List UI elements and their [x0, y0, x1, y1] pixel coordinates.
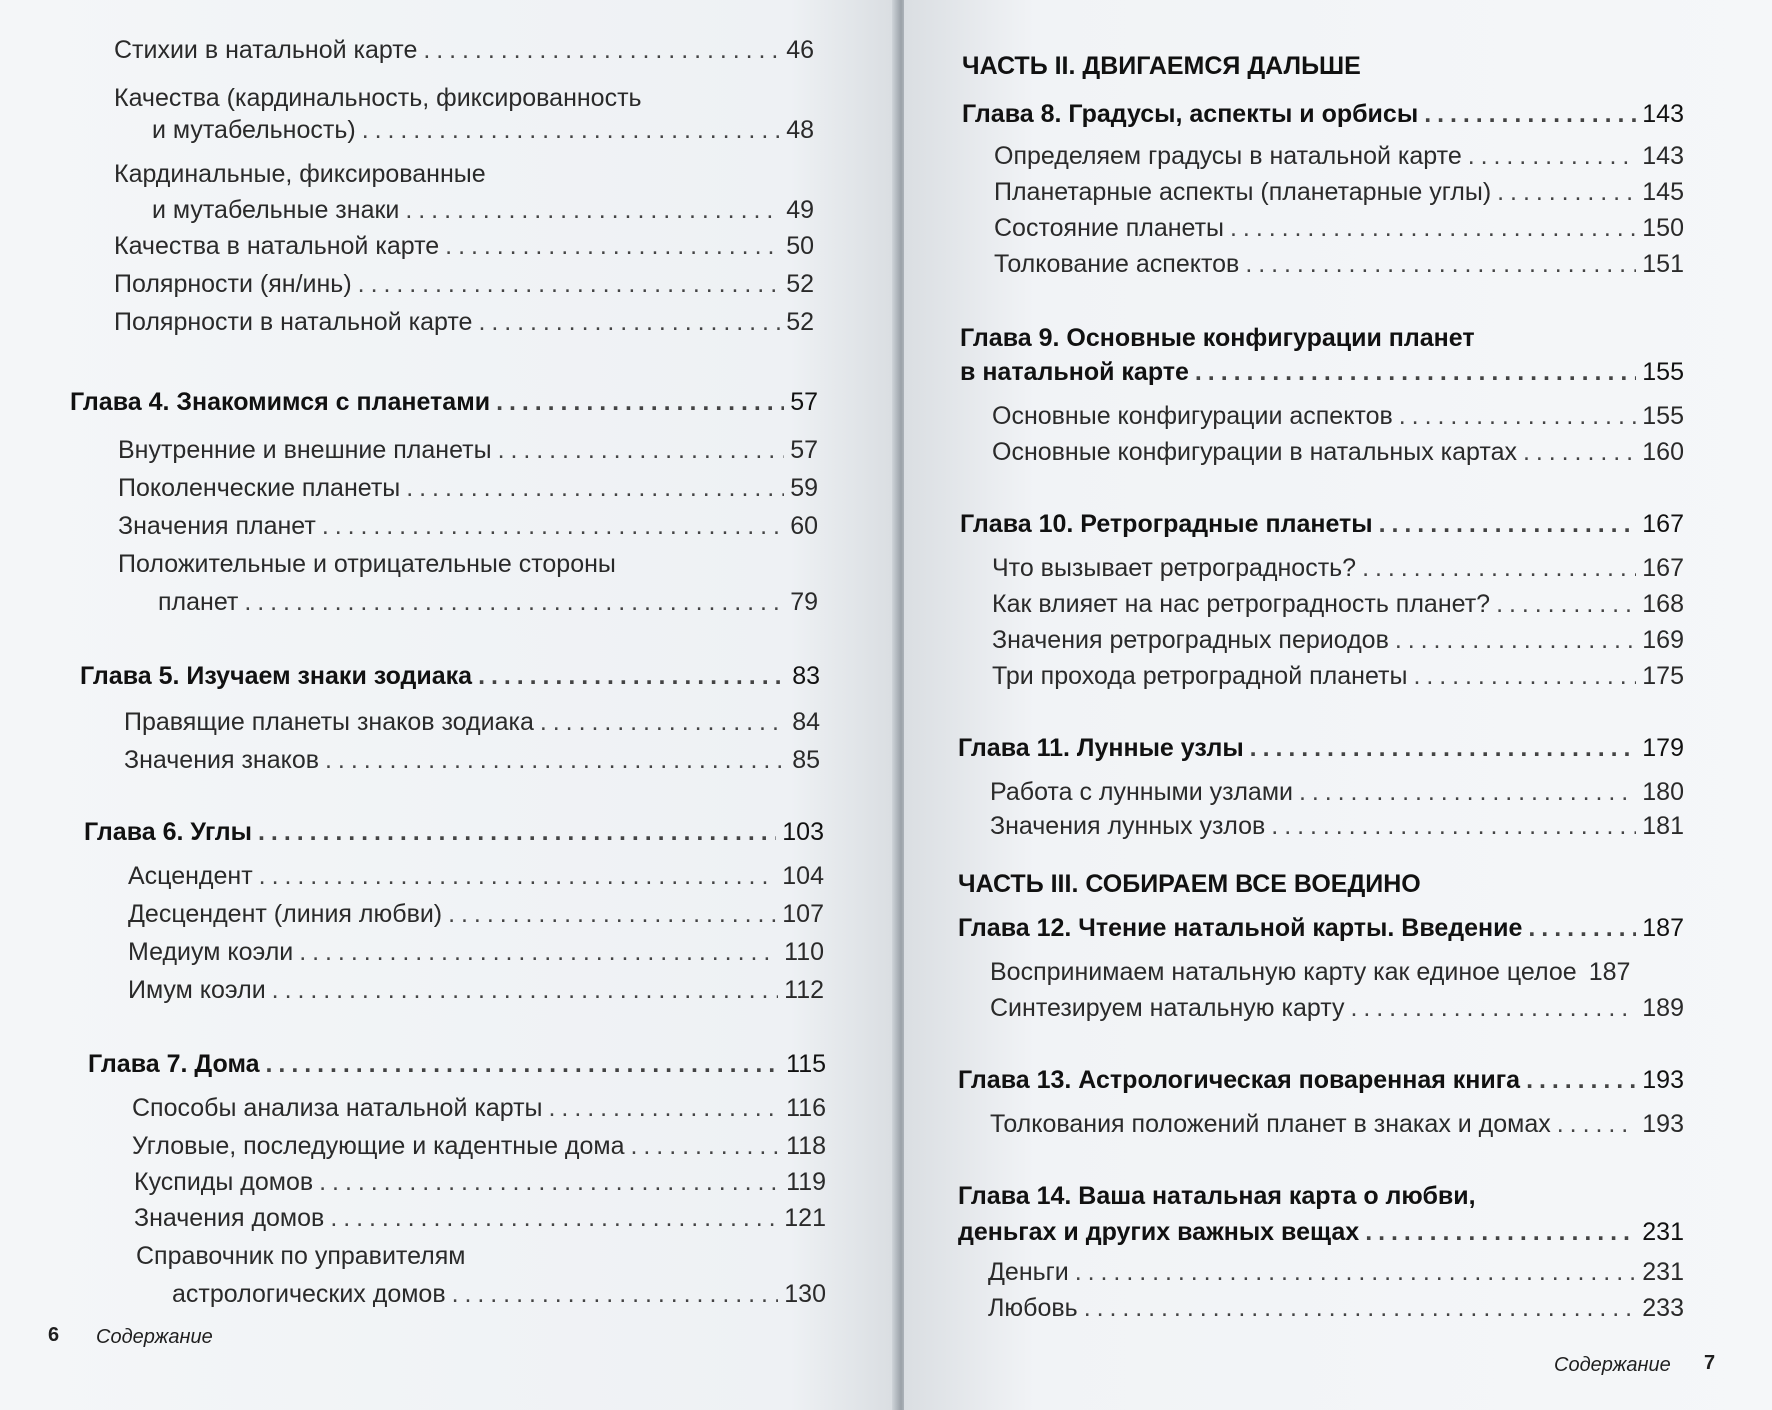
- toc-entry: [990, 994, 1684, 1023]
- toc-entry-page: 52: [786, 270, 814, 298]
- toc-entry-title: Стихии в натальной карте: [114, 36, 418, 64]
- toc-entry-title: Синтезируем натальную карту: [990, 994, 1345, 1022]
- dot-leader: [1379, 510, 1637, 539]
- toc-chapter: [88, 1050, 826, 1079]
- dot-leader: [423, 36, 780, 65]
- toc-entry: [994, 178, 1684, 207]
- toc-entry-page: 46: [786, 36, 814, 64]
- page-number: 6: [48, 1324, 60, 1346]
- toc-entry-page: 233: [1642, 1294, 1684, 1322]
- toc-entry: [992, 438, 1684, 467]
- toc-chapter-title: Глава 6. Углы: [84, 818, 253, 846]
- toc-chapter: [958, 734, 1684, 763]
- toc-entry: [134, 1204, 826, 1233]
- toc-entry-title: Значения ретроградных периодов: [992, 626, 1389, 654]
- dot-leader: [1271, 812, 1636, 841]
- dot-leader: [1526, 1066, 1636, 1095]
- toc-entry-title: Толкования положений планет в знаках и домах: [990, 1110, 1551, 1138]
- dot-leader: [452, 1280, 779, 1309]
- toc-entry-title: Значения планет: [118, 512, 316, 540]
- toc-entry-page: 179: [1642, 734, 1684, 762]
- toc-entry-page: 130: [784, 1280, 826, 1308]
- toc-entry-title: Поколенческие планеты: [118, 474, 401, 502]
- toc-entry-page: 57: [790, 436, 818, 464]
- toc-entry: [132, 1094, 826, 1123]
- toc-entry-page: 112: [784, 976, 824, 1004]
- toc-entry-line1: Положительные и отрицательные стороны: [118, 550, 616, 578]
- toc-entry: [118, 474, 818, 503]
- dot-leader: [1497, 178, 1636, 207]
- dot-leader: [496, 388, 784, 417]
- toc-entry: [114, 270, 814, 299]
- toc-entry-page: 155: [1642, 358, 1684, 386]
- toc-entry: [992, 402, 1684, 431]
- toc-entry-page: 83: [792, 662, 820, 690]
- toc-entry: [114, 36, 814, 65]
- toc-chapter: [960, 358, 1684, 387]
- dot-leader: [478, 662, 786, 691]
- toc-entry-title: Куспиды домов: [134, 1168, 314, 1196]
- toc-chapter-title: Глава 10. Ретроградные планеты: [960, 510, 1373, 538]
- toc-entry: [992, 626, 1684, 655]
- toc-entry: [118, 436, 818, 465]
- toc-entry-title: и мутабельные знаки: [152, 196, 400, 224]
- dot-leader: [258, 818, 776, 847]
- dot-leader: [1395, 626, 1636, 655]
- toc-entry-title: Внутренние и внешние планеты: [118, 436, 492, 464]
- toc-entry: [134, 1168, 826, 1197]
- toc-entry-title: Качества в натальной карте: [114, 232, 440, 260]
- running-footer: Содержание: [96, 1326, 213, 1348]
- toc-entry-page: 150: [1642, 214, 1684, 242]
- toc-entry-page: 79: [790, 588, 818, 616]
- toc-entry: [114, 308, 814, 337]
- toc-entry-page: 231: [1642, 1218, 1684, 1246]
- toc-chapter-title: Глава 13. Астрологическая поваренная книга: [958, 1066, 1521, 1094]
- dot-leader: [1350, 994, 1636, 1023]
- toc-chapter: [958, 1218, 1684, 1247]
- toc-entry: [152, 116, 814, 145]
- toc-entry-page: 103: [782, 818, 824, 846]
- toc-entry-page: 193: [1642, 1110, 1684, 1138]
- toc-entry: [988, 1258, 1684, 1287]
- toc-entry-page: 160: [1642, 438, 1684, 466]
- dot-leader: [259, 862, 777, 891]
- dot-leader: [1245, 250, 1636, 279]
- toc-entry-line1: Кардинальные, фиксированные: [114, 160, 486, 188]
- toc-entry: [128, 862, 824, 891]
- toc-entry: [124, 746, 820, 775]
- toc-chapter-title: Глава 12. Чтение натальной карты. Введение: [958, 914, 1523, 942]
- dot-leader: [1528, 914, 1636, 943]
- toc-entry-title: Три прохода ретроградной планеты: [992, 662, 1408, 690]
- toc-entry-title: и мутабельность): [152, 116, 356, 144]
- dot-leader: [1195, 358, 1636, 387]
- dot-leader: [540, 708, 786, 737]
- toc-entry: [994, 250, 1684, 279]
- toc-chapter-title: Глава 5. Изучаем знаки зодиака: [80, 662, 473, 690]
- toc-entry-title: планет: [158, 588, 239, 616]
- toc-entry-page: 107: [782, 900, 824, 928]
- dot-leader: [362, 116, 781, 145]
- toc-entry: [132, 1132, 826, 1161]
- dot-leader: [1365, 1218, 1636, 1247]
- toc-entry: [152, 196, 814, 225]
- toc-chapter-title: Глава 4. Знакомимся с планетами: [70, 388, 491, 416]
- toc-entry-title: Медиум коэли: [128, 938, 294, 966]
- toc-entry: [990, 778, 1684, 807]
- toc-entry: [990, 958, 1684, 987]
- dot-leader: [1496, 590, 1636, 619]
- toc-entry-title: Полярности в натальной карте: [114, 308, 473, 336]
- dot-leader: [325, 746, 786, 775]
- toc-entry-page: 175: [1642, 662, 1684, 690]
- toc-chapter-title: деньгах и других важных вещах: [958, 1218, 1360, 1246]
- toc-entry-page: 143: [1642, 142, 1684, 170]
- toc-entry-page: 167: [1642, 510, 1684, 538]
- dot-leader: [1557, 1110, 1637, 1139]
- dot-leader: [1250, 734, 1637, 763]
- toc-entry-line1: Качества (кардинальность, фиксированность: [114, 84, 642, 112]
- toc-entry: [994, 142, 1684, 171]
- dot-leader: [405, 196, 780, 225]
- dot-leader: [1299, 778, 1636, 807]
- toc-entry-line1: Справочник по управителям: [136, 1242, 466, 1270]
- toc-entry-page: 115: [786, 1050, 826, 1078]
- toc-entry-title: Толкование аспектов: [994, 250, 1240, 278]
- toc-entry-title: Основные конфигурации в натальных картах: [992, 438, 1517, 466]
- toc-entry-page: 59: [790, 474, 818, 502]
- toc-entry-page: 187: [1642, 914, 1684, 942]
- toc-entry-page: 167: [1642, 554, 1684, 582]
- dot-leader: [1413, 662, 1636, 691]
- toc-entry-title: Как влияет на нас ретроградность планет?: [992, 590, 1491, 618]
- toc-entry-page: 60: [790, 512, 818, 540]
- toc-entry-page: 231: [1642, 1258, 1684, 1286]
- toc-entry: [992, 554, 1684, 583]
- toc-chapter-title: Глава 11. Лунные узлы: [958, 734, 1244, 762]
- toc-entry-title: Определяем градусы в натальной карте: [994, 142, 1462, 170]
- toc-entry-page: 121: [784, 1204, 826, 1232]
- toc-entry-page: 151: [1642, 250, 1684, 278]
- toc-entry-title: Деньги: [988, 1258, 1069, 1286]
- toc-entry-page: 169: [1642, 626, 1684, 654]
- dot-leader: [1075, 1258, 1637, 1287]
- toc-entry-page: 85: [792, 746, 820, 774]
- toc-entry-page: 84: [792, 708, 820, 736]
- toc-entry-page: 48: [786, 116, 814, 144]
- toc-entry-page: 193: [1642, 1066, 1684, 1094]
- dot-leader: [478, 308, 780, 337]
- dot-leader: [1468, 142, 1637, 171]
- toc-chapter-title: Глава 8. Градусы, аспекты и орбисы: [962, 100, 1419, 128]
- dot-leader: [1523, 438, 1636, 467]
- toc-entry-page: 155: [1642, 402, 1684, 430]
- dot-leader: [299, 938, 778, 967]
- toc-entry-page: 187: [1588, 958, 1631, 986]
- toc-entry: [990, 812, 1684, 841]
- toc-entry: [158, 588, 818, 617]
- page-number: 7: [1704, 1352, 1716, 1374]
- toc-entry-page: 116: [786, 1094, 826, 1122]
- toc-entry-page: 181: [1642, 812, 1684, 840]
- toc-entry-page: 168: [1642, 590, 1684, 618]
- toc-entry-title: Значения лунных узлов: [990, 812, 1266, 840]
- toc-entry-title: Значения домов: [134, 1204, 325, 1232]
- toc-entry-title: Способы анализа натальной карты: [132, 1094, 543, 1122]
- dot-leader: [272, 976, 778, 1005]
- toc-chapter: [960, 510, 1684, 539]
- toc-entry-title: Планетарные аспекты (планетарные углы): [994, 178, 1492, 206]
- toc-entry-page: 50: [786, 232, 814, 260]
- toc-chapter-line1: Глава 14. Ваша натальная карта о любви,: [958, 1182, 1476, 1210]
- toc-chapter: [80, 662, 820, 691]
- dot-leader: [1399, 402, 1637, 431]
- dot-leader: [322, 512, 784, 541]
- toc-chapter: [962, 100, 1684, 129]
- toc-entry: [994, 214, 1684, 243]
- toc-entry-page: 118: [786, 1132, 826, 1160]
- toc-entry-page: 52: [786, 308, 814, 336]
- toc-entry: [128, 976, 824, 1005]
- toc-entry: [990, 1110, 1684, 1139]
- toc-entry-title: Угловые, последующие и кадентные дома: [132, 1132, 625, 1160]
- toc-entry-page: 119: [786, 1168, 826, 1196]
- toc-entry-title: Значения знаков: [124, 746, 320, 774]
- part-heading: ЧАСТЬ II. ДВИГАЕМСЯ ДАЛЬШЕ: [962, 52, 1361, 80]
- toc-entry: [118, 512, 818, 541]
- toc-entry-page: 180: [1642, 778, 1684, 806]
- dot-leader: [406, 474, 784, 503]
- dot-leader: [448, 900, 776, 929]
- dot-leader: [1230, 214, 1636, 243]
- part-heading: ЧАСТЬ III. СОБИРАЕМ ВСЕ ВОЕДИНО: [958, 870, 1421, 898]
- dot-leader: [330, 1204, 778, 1233]
- toc-chapter: [958, 914, 1684, 943]
- toc-entry-page: 110: [784, 938, 824, 966]
- toc-entry-title: Полярности (ян/инь): [114, 270, 352, 298]
- dot-leader: [498, 436, 785, 465]
- dot-leader: [445, 232, 780, 261]
- toc-entry-page: 145: [1642, 178, 1684, 206]
- toc-entry-title: Основные конфигурации аспектов: [992, 402, 1393, 430]
- dot-leader: [549, 1094, 781, 1123]
- toc-entry-title: Любовь: [988, 1294, 1078, 1322]
- dot-leader: [1084, 1294, 1637, 1323]
- toc-entry: [992, 590, 1684, 619]
- toc-chapter: [84, 818, 824, 847]
- dot-leader: [1424, 100, 1636, 129]
- toc-chapter-line1: Глава 9. Основные конфигурации планет: [960, 324, 1475, 352]
- toc-entry-page: 104: [782, 862, 824, 890]
- toc-entry-title: Работа с лунными узлами: [990, 778, 1293, 806]
- toc-entry-title: Воспринимаем натальную карту как единое целое: [990, 958, 1577, 986]
- toc-entry-page: 49: [786, 196, 814, 224]
- toc-entry-title: Состояние планеты: [994, 214, 1225, 242]
- toc-entry: [114, 232, 814, 261]
- toc-entry-title: Асцендент: [128, 862, 253, 890]
- toc-entry: [172, 1280, 826, 1309]
- toc-entry-title: Что вызывает ретроградность?: [992, 554, 1357, 582]
- dot-leader: [319, 1168, 780, 1197]
- dot-leader: [244, 588, 784, 617]
- toc-entry-title: Правящие планеты знаков зодиака: [124, 708, 534, 736]
- toc-entry-title: астрологических домов: [172, 1280, 446, 1308]
- toc-entry: [988, 1294, 1684, 1323]
- dot-leader: [358, 270, 781, 299]
- toc-entry-page: 57: [790, 388, 818, 416]
- toc-chapter: [70, 388, 818, 417]
- toc-entry: [128, 938, 824, 967]
- toc-chapter-title: Глава 7. Дома: [88, 1050, 260, 1078]
- toc-entry-page: 189: [1642, 994, 1684, 1022]
- toc-entry-title: Десцендент (линия любви): [128, 900, 443, 928]
- dot-leader: [266, 1050, 781, 1079]
- toc-entry-title: Имум коэли: [128, 976, 266, 1004]
- dot-leader: [1362, 554, 1636, 583]
- toc-entry: [992, 662, 1684, 691]
- toc-chapter: [958, 1066, 1684, 1095]
- toc-entry: [128, 900, 824, 929]
- running-footer: Содержание: [1554, 1354, 1671, 1376]
- toc-entry: [124, 708, 820, 737]
- right-page: [904, 0, 1772, 1410]
- dot-leader: [631, 1132, 781, 1161]
- toc-chapter-title: в натальной карте: [960, 358, 1189, 386]
- toc-entry-page: 143: [1642, 100, 1684, 128]
